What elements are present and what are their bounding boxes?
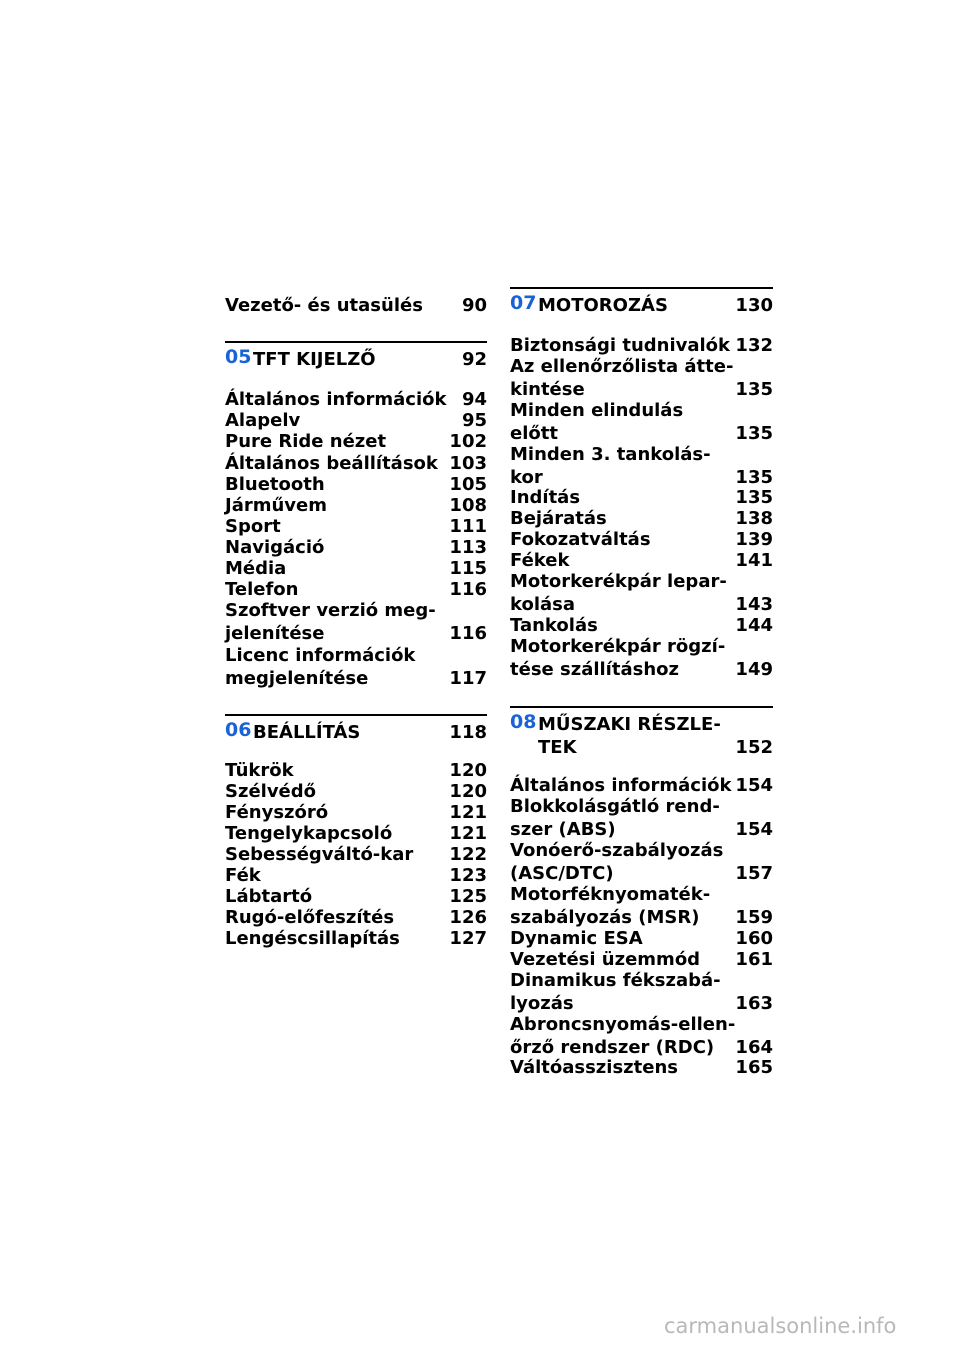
- toc-entry-text: Tankolás: [510, 615, 598, 636]
- toc-entry-text: Tengelykapcsoló: [225, 823, 393, 844]
- toc-entry-text: Dynamic ESA: [510, 928, 643, 949]
- toc-entry-text: Motorféknyomaték-: [510, 884, 711, 905]
- toc-entry-page: 105: [449, 474, 487, 495]
- toc-entry-text: Tükrök: [225, 760, 294, 781]
- toc-entry-page: 143: [735, 594, 773, 615]
- toc-entry[interactable]: [510, 400, 773, 444]
- toc-entry-page: 125: [449, 886, 487, 907]
- toc-entry[interactable]: [225, 295, 487, 316]
- toc-entry[interactable]: [510, 356, 773, 400]
- toc-entry-text: Fényszóró: [225, 802, 329, 823]
- toc-entry-page: 116: [449, 623, 487, 644]
- toc-entry-page: 121: [449, 823, 487, 844]
- toc-entry-text: szabályozás (MSR): [510, 907, 700, 928]
- toc-entry-page: 121: [449, 802, 487, 823]
- toc-entry-text: Sebességváltó-kar: [225, 844, 414, 865]
- toc-entry-text: Vezetési üzemmód: [510, 949, 701, 970]
- toc-entry-page: 135: [735, 487, 773, 508]
- toc-entry-text: Sport: [225, 516, 281, 537]
- section-number: 07: [510, 292, 537, 314]
- toc-entry-page: 161: [735, 949, 773, 970]
- toc-entry[interactable]: [510, 840, 773, 884]
- toc-entry-text: Szélvédő: [225, 781, 317, 802]
- toc-entry-text: Vezető- és utasülés: [225, 295, 423, 316]
- watermark: carmanualsonline.info: [664, 1314, 897, 1338]
- toc-entry-page: 139: [735, 529, 773, 550]
- section-page: 118: [449, 722, 487, 743]
- toc-entry-text: Vonóerő-szabályozás: [510, 840, 724, 861]
- toc-entry-text: Média: [225, 558, 287, 579]
- toc-entry-page: 164: [735, 1037, 773, 1058]
- toc-entry-text: Általános információk: [510, 775, 732, 796]
- toc-entry-text: Bluetooth: [225, 474, 325, 495]
- toc-entry-page: 120: [449, 760, 487, 781]
- toc-entry-text: Dinamikus fékszabá-: [510, 970, 721, 991]
- toc-entry-page: 135: [735, 379, 773, 400]
- section-page: 130: [735, 295, 773, 316]
- section-title: TFT KIJELZŐ: [253, 349, 376, 370]
- section-title: MOTOROZÁS: [538, 295, 668, 316]
- toc-entry-text: Motorkerékpár rögzí-: [510, 636, 726, 657]
- toc-entry-text: Licenc információk: [225, 645, 416, 666]
- toc-entry-text: Navigáció: [225, 537, 325, 558]
- toc-entry[interactable]: [225, 600, 487, 644]
- toc-entry-text: őrző rendszer (RDC): [510, 1037, 715, 1058]
- section-number: 06: [225, 719, 252, 741]
- toc-entry-page: 117: [449, 668, 487, 689]
- toc-entry-text: Általános információk: [225, 389, 447, 410]
- toc-entry-page: 157: [735, 863, 773, 884]
- toc-entry-page: 116: [449, 579, 487, 600]
- toc-entry-page: 160: [735, 928, 773, 949]
- section-title: BEÁLLÍTÁS: [253, 722, 361, 743]
- toc-entry-text: Blokkolásgátló rend-: [510, 796, 720, 817]
- toc-entry[interactable]: [510, 636, 773, 680]
- toc-entry-page: 115: [449, 558, 487, 579]
- section-divider: [510, 287, 773, 289]
- section-title: TEK: [538, 737, 577, 758]
- toc-entry[interactable]: [510, 970, 773, 1014]
- toc-entry-page: 144: [735, 615, 773, 636]
- toc-entry-text: Váltóasszisztens: [510, 1057, 678, 1078]
- toc-entry-page: 154: [735, 775, 773, 796]
- toc-entry-page: 135: [735, 423, 773, 444]
- toc-entry-page: 141: [735, 550, 773, 571]
- toc-entry-text: Biztonsági tudnivalók: [510, 335, 731, 356]
- section-divider: [510, 706, 773, 708]
- toc-entry-text: Pure Ride nézet: [225, 431, 387, 452]
- section-number: 08: [510, 711, 537, 733]
- toc-entry-page: 95: [461, 410, 487, 431]
- toc-entry-page: 90: [461, 295, 487, 316]
- toc-entry-text: Szoftver verzió meg-: [225, 600, 436, 621]
- toc-entry[interactable]: [510, 796, 773, 840]
- toc-entry-page: 94: [461, 389, 487, 410]
- toc-entry-page: 103: [449, 453, 487, 474]
- toc-entry-page: 135: [735, 467, 773, 488]
- section-page: 152: [735, 737, 773, 758]
- toc-entry[interactable]: [510, 571, 773, 615]
- section-divider: [225, 714, 487, 716]
- toc-entry-text: Abroncsnyomás-ellen-: [510, 1014, 736, 1035]
- toc-entry-text: Minden elindulás: [510, 400, 684, 421]
- toc-entry-text: Fékek: [510, 550, 570, 571]
- toc-entry[interactable]: [225, 645, 487, 689]
- section-title: MŰSZAKI RÉSZLE-: [538, 714, 721, 735]
- toc-entry-text: kolása: [510, 594, 576, 615]
- toc-entry-page: 149: [735, 659, 773, 680]
- toc-entry-text: Minden 3. tankolás-: [510, 444, 711, 465]
- toc-entry-text: jelenítése: [225, 623, 325, 644]
- toc-entry-text: kintése: [510, 379, 585, 400]
- toc-entry[interactable]: [510, 884, 773, 928]
- toc-entry-page: 138: [735, 508, 773, 529]
- toc-entry-page: 154: [735, 819, 773, 840]
- toc-entry-text: szer (ABS): [510, 819, 616, 840]
- toc-entry-text: lyozás: [510, 993, 574, 1014]
- toc-entry-page: 126: [449, 907, 487, 928]
- toc-entry-page: 123: [449, 865, 487, 886]
- toc-entry-page: 163: [735, 993, 773, 1014]
- toc-entry-text: Fék: [225, 865, 261, 886]
- toc-entry-text: Fokozatváltás: [510, 529, 651, 550]
- toc-entry-text: Az ellenőrzőlista átte-: [510, 356, 734, 377]
- toc-entry-text: Lengéscsillapítás: [225, 928, 400, 949]
- section-divider: [225, 341, 487, 343]
- toc-entry-page: 159: [735, 907, 773, 928]
- toc-entry-text: kor: [510, 467, 543, 488]
- toc-entry[interactable]: [510, 1014, 773, 1058]
- toc-entry-text: megjelenítése: [225, 668, 369, 689]
- toc-entry-text: (ASC/DTC): [510, 863, 614, 884]
- section-page: 92: [461, 349, 487, 370]
- toc-entry-text: Lábtartó: [225, 886, 313, 907]
- toc-entry[interactable]: [510, 444, 773, 488]
- toc-entry-page: 127: [449, 928, 487, 949]
- toc-entry-text: Motorkerékpár lepar-: [510, 571, 727, 592]
- toc-entry-page: 132: [735, 335, 773, 356]
- toc-entry-text: Általános beállítások: [225, 453, 438, 474]
- toc-entry-page: 102: [449, 431, 487, 452]
- section-number: 05: [225, 346, 252, 368]
- toc-entry-page: 113: [449, 537, 487, 558]
- toc-entry-page: 108: [449, 495, 487, 516]
- toc-entry-text: Rugó-előfeszítés: [225, 907, 395, 928]
- toc-entry-page: 165: [735, 1057, 773, 1078]
- toc-entry-page: 122: [449, 844, 487, 865]
- toc-entry-text: Járművem: [225, 495, 327, 516]
- toc-entry-text: Indítás: [510, 487, 581, 508]
- toc-entry-text: Bejáratás: [510, 508, 607, 529]
- toc-entry-text: előtt: [510, 423, 558, 444]
- toc-entry-text: Alapelv: [225, 410, 301, 431]
- toc-entry-page: 120: [449, 781, 487, 802]
- toc-entry-text: tése szállításhoz: [510, 659, 679, 680]
- toc-entry-page: 111: [449, 516, 487, 537]
- toc-entry-text: Telefon: [225, 579, 299, 600]
